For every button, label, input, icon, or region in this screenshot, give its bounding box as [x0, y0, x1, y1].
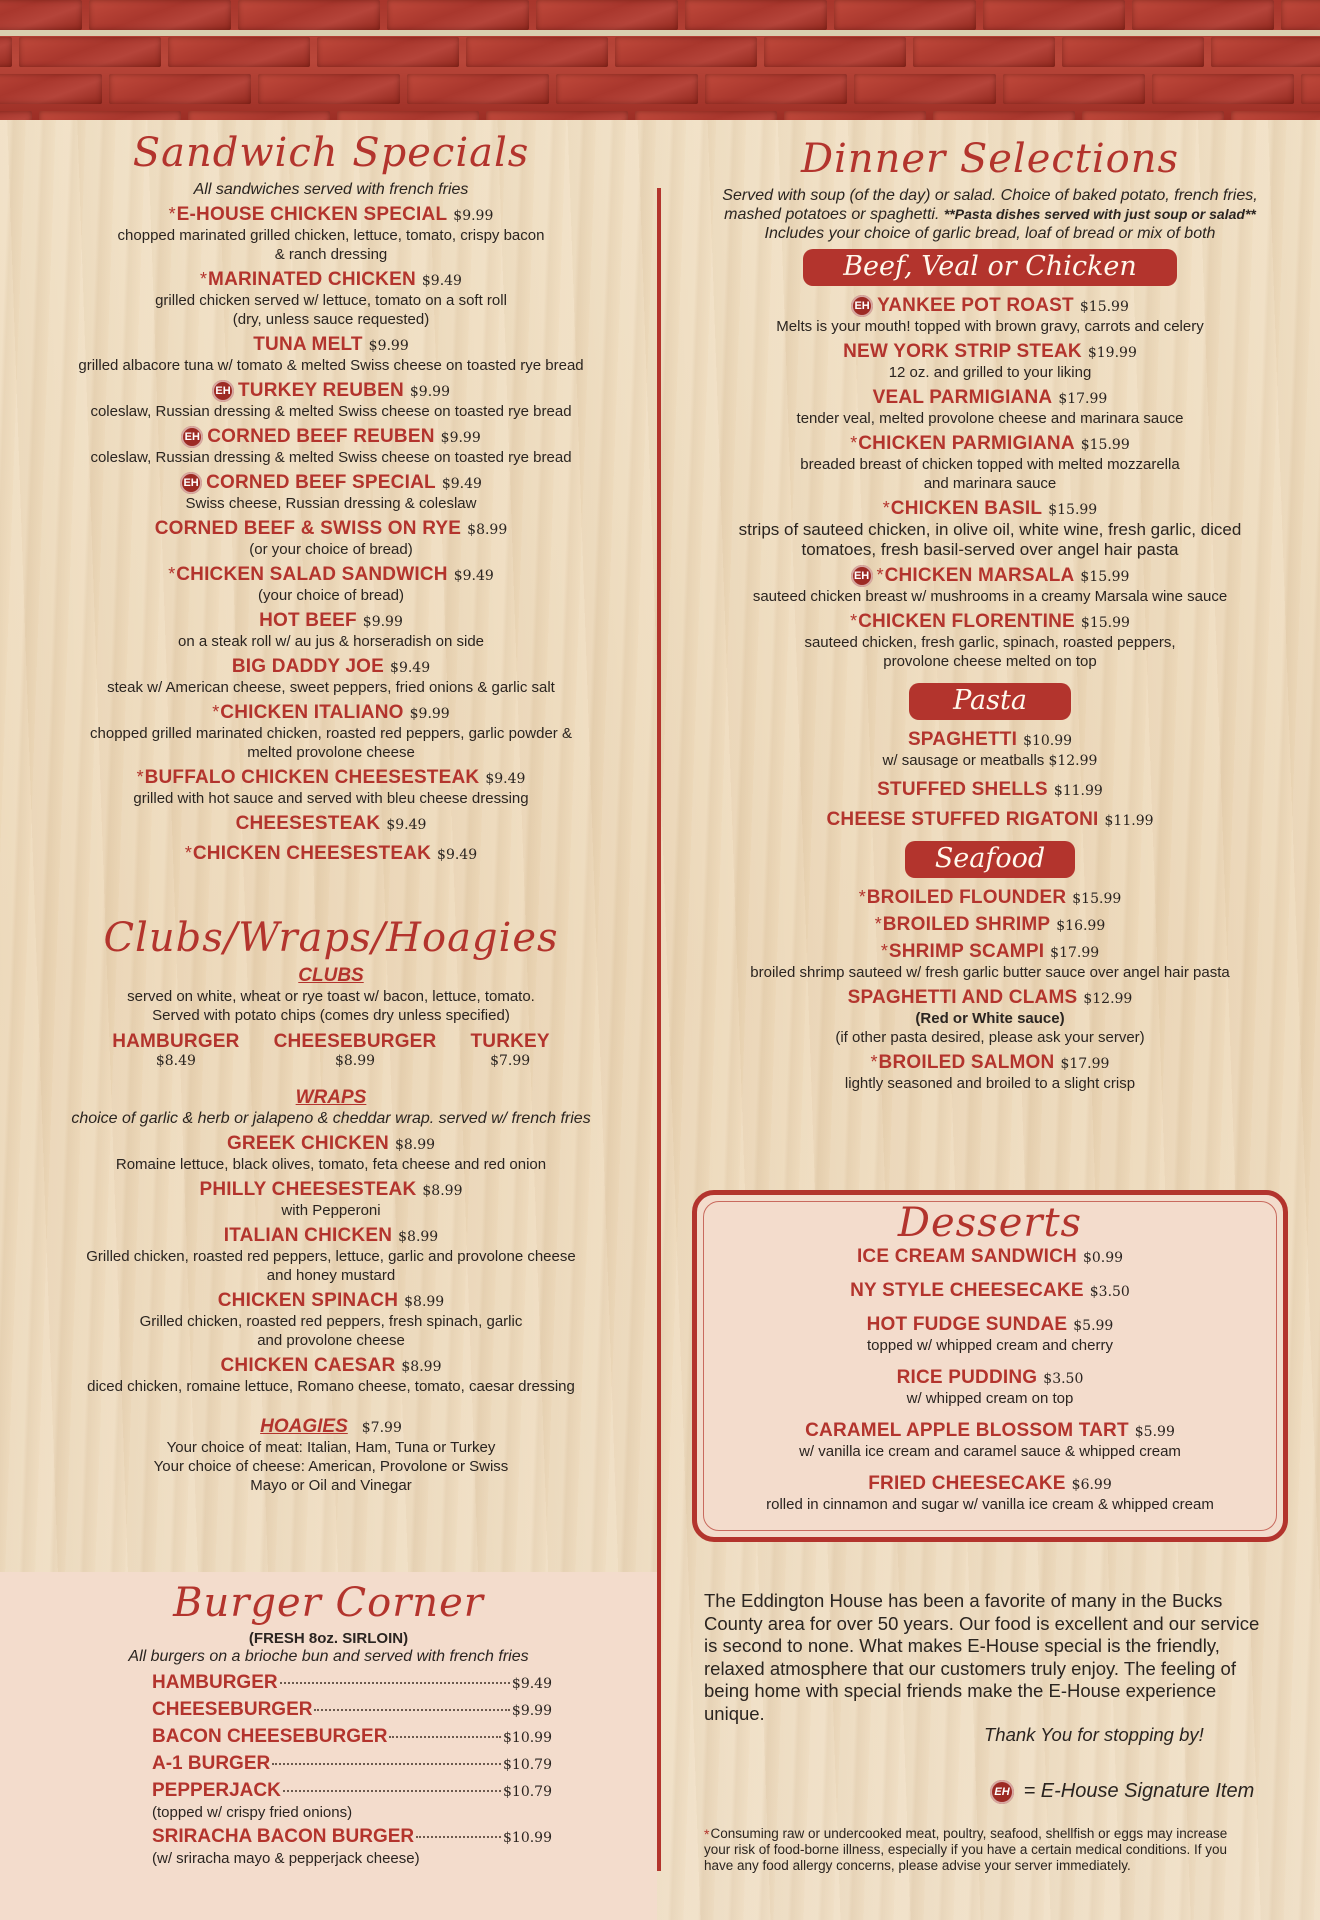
eh-signature-icon: EH	[990, 1780, 1014, 1804]
star-icon: *	[850, 433, 858, 453]
menu-item: CHEESESTEAK $9.49	[235, 813, 427, 834]
eh-signature-icon: EH	[181, 426, 203, 448]
star-icon: *	[870, 1052, 878, 1072]
menu-item: GREEK CHICKEN $8.99 Romaine lettuce, black olives, tomato, feta cheese and red onion	[115, 1133, 547, 1173]
club-items	[36, 1031, 626, 1069]
eh-signature-icon: EH	[851, 295, 873, 317]
star-icon: *	[850, 611, 858, 631]
pasta-heading: Pasta	[909, 683, 1071, 720]
star-icon: *	[876, 565, 884, 585]
menu-item: SPAGHETTI $10.99 w/ sausage or meatballs $12.99	[882, 729, 1098, 769]
thank-you-text: Thank You for stopping by!	[984, 1724, 1204, 1745]
burger-item: CHEESEBURGER $9.99	[152, 1699, 552, 1720]
menu-item: *BROILED FLOUNDER $15.99	[858, 887, 1122, 908]
menu-item: ICE CREAM SANDWICH $0.99	[856, 1246, 1124, 1267]
menu-item: BIG DADDY JOE $9.49 steak w/ American cheese, sweet peppers, fried onions & garlic salt	[107, 656, 555, 696]
menu-item: VEAL PARMIGIANA $17.99 tender veal, melted provolone cheese and marinara sauce	[796, 387, 1184, 427]
menu-item: *E-HOUSE CHICKEN SPECIAL $9.99 chopped marinated grilled chicken, lettuce, tomato, crispy bacon & ranch dressing	[117, 204, 545, 263]
menu-item: NY STYLE CHEESECAKE $3.50	[850, 1280, 1130, 1301]
star-icon: *	[168, 204, 176, 224]
clubs-wraps-hoagies-title: Clubs/Wraps/Hoagies	[103, 915, 559, 961]
menu-item: *CHICKEN ITALIANO $9.99 chopped grilled marinated chicken, roasted red peppers, garlic powder & melted provolone cheese	[90, 702, 572, 761]
menu-item: SPAGHETTI AND CLAMS $12.99 (Red or White sauce) (if other pasta desired, please ask your server)	[835, 987, 1145, 1046]
star-icon: *	[200, 269, 208, 289]
right-column: Dinner Selections Served with soup (of the day) or salad. Choice of baked potato, french fries, mashed potatoes or spaghetti. **Pasta dishes served with just soup or salad** Includes your choice of garlic bread, loaf of bread or mix of both Beef, Veal or Chicken EH YANKEE POT ROAST $15.99 Melts is your mouth! topped with brown gravy, carrots and celery NEW YORK STRIP STEAK $19.99 12 oz. and grilled to your liking VEAL PARMIGIANA $17.99 tender veal, melted provolone cheese and marinara sauce *CHICKEN PARMIGIANA $15.99 breaded breast of chicken topped with melted mozzarella and marinara sauce *CHICKEN BASIL $15.99 strips of sauteed chicken, in olive oil, white wine, fresh garlic, diced tomatoes, fresh basil-served over angel hair pasta EH *CHICKEN MARSALA $15.99 sauteed chicken breast w/ mushrooms in a creamy Marsala wine sauce *CHICKEN FLORENTINE $15.99 sauteed chicken, fresh garlic, spinach, roasted peppers, provolone cheese melted on top Pasta SPAGHETTI $10.99 w/ sausage or meatballs $12.99 STUFFED SHELLS $11.99 CHEESE STUFFED RIGATONI $11.99 Seafood *BROILED FLOUNDER $15.99 *BROILED SHRIMP $16.99 *SHRIMP SCAMPI $17.99 broiled shrimp sauteed w/ fresh garlic butter sauce over angel hair pasta SPAGHETTI AND CLAMS $12.99 (Red or White sauce) (if other pasta desired, please ask your server) *BROILED SALMON $17.99 lightly seasoned and broiled to a slight crisp	[690, 130, 1290, 1093]
menu-item: TUNA MELT $9.99 grilled albacore tuna w/ tomato & melted Swiss cheese on toasted rye bread	[78, 334, 584, 374]
clubs-heading: CLUBS	[298, 965, 364, 986]
eh-signature-icon: EH	[851, 565, 873, 587]
menu-item: *CHICKEN PARMIGIANA $15.99 breaded breast of chicken topped with melted mozzarella and marinara sauce	[800, 433, 1180, 492]
desserts-title: Desserts	[897, 1200, 1083, 1246]
menu-item: EH TURKEY REUBEN $9.99 coleslaw, Russian dressing & melted Swiss cheese on toasted rye bread	[90, 380, 572, 420]
star-icon: *	[874, 914, 882, 934]
burger-item: A-1 BURGER $10.79	[152, 1753, 552, 1774]
menu-item: CHICKEN SPINACH $8.99 Grilled chicken, roasted red peppers, fresh spinach, garlic and provolone cheese	[139, 1290, 523, 1349]
hoagies-section: HOAGIES $7.99 Your choice of meat: Italian, Ham, Tuna or Turkey Your choice of cheese: American, Provolone or Swiss Mayo or Oil and Vinegar	[153, 1416, 509, 1494]
club-item: TURKEY $7.99	[470, 1031, 550, 1069]
star-icon: *	[882, 498, 890, 518]
seafood-heading: Seafood	[905, 841, 1075, 878]
menu-item: FRIED CHEESECAKE $6.99 rolled in cinnamon and sugar w/ vanilla ice cream & whipped cream	[766, 1473, 1214, 1513]
menu-item: EH CORNED BEEF REUBEN $9.99 coleslaw, Russian dressing & melted Swiss cheese on toasted rye bread	[90, 426, 572, 466]
menu-item: *SHRIMP SCAMPI $17.99 broiled shrimp sauteed w/ fresh garlic butter sauce over angel hair pasta	[750, 941, 1230, 981]
menu-item: STUFFED SHELLS $11.99	[877, 779, 1103, 800]
menu-item: HOT FUDGE SUNDAE $5.99 topped w/ whipped cream and cherry	[866, 1314, 1114, 1354]
burger-item: SRIRACHA BACON BURGER $10.99	[152, 1826, 552, 1847]
dinner-selections-title: Dinner Selections	[800, 136, 1180, 182]
star-icon: *	[858, 887, 866, 907]
star-icon: *	[168, 564, 176, 584]
desserts	[692, 1200, 1288, 1514]
menu-item: PHILLY CHEESESTEAK $8.99 with Pepperoni	[199, 1179, 463, 1219]
menu-item: RICE PUDDING $3.50 w/ whipped cream on top	[896, 1367, 1084, 1407]
sandwich-note: All sandwiches served with french fries	[193, 181, 469, 198]
burger-item: PEPPERJACK $10.79	[152, 1780, 552, 1801]
about-text: The Eddington House has been a favorite of many in the Bucks County area for over 50 years. Our food is excellent and our service is second to none. What makes E-House special is the friendly, relaxed atmosphere that our customers truly enjoy. The feeling of being home with special friends make the E-House experience unique.	[704, 1590, 1260, 1724]
star-icon: *	[704, 1826, 710, 1842]
menu-item: CHICKEN CAESAR $8.99 diced chicken, romaine lettuce, Romano cheese, tomato, caesar dressing	[87, 1355, 575, 1395]
menu-item: *CHICKEN FLORENTINE $15.99 sauteed chicken, fresh garlic, spinach, roasted peppers, provolone cheese melted on top	[804, 611, 1176, 670]
menu-item: *CHICKEN SALAD SANDWICH $9.49 (your choice of bread)	[168, 564, 494, 604]
eh-signature-icon: EH	[180, 472, 202, 494]
burger-corner: Burger Corner (FRESH 8oz. SIRLOIN) All burgers on a brioche bun and served with french fries HAMBURGER $9.49 CHEESEBURGER $9.99 BACON CHEESEBURGER $10.99 A-1 BURGER $10.79 PEPPERJACK $10.79 (topped w/ crispy fried onions) SRIRACHA BACON BURGER $10.99 (w/ sriracha mayo & pepperjack cheese)	[0, 1580, 657, 1867]
star-icon: *	[880, 941, 888, 961]
wraps-note: choice of garlic & herb or jalapeno & cheddar wrap. served w/ french fries	[71, 1110, 591, 1127]
star-icon: *	[184, 843, 192, 863]
menu-item: EH *CHICKEN MARSALA $15.99 sauteed chicken breast w/ mushrooms in a creamy Marsala wine sauce	[752, 565, 1228, 605]
burger-corner-title: Burger Corner	[173, 1580, 484, 1626]
menu-item: NEW YORK STRIP STEAK $19.99 12 oz. and grilled to your liking	[843, 341, 1137, 381]
hoagies-heading: HOAGIES	[260, 1416, 348, 1437]
menu-item: EH YANKEE POT ROAST $15.99 Melts is your mouth! topped with brown gravy, carrots and celery	[776, 295, 1204, 335]
star-icon: *	[136, 767, 144, 787]
column-divider	[657, 188, 661, 1871]
brick-header	[0, 0, 1320, 120]
menu-item: HOT BEEF $9.99 on a steak roll w/ au jus & horseradish on side	[178, 610, 484, 650]
burger-item: HAMBURGER $9.49	[152, 1672, 552, 1693]
menu-item: *CHICKEN CHEESESTEAK $9.49	[184, 843, 478, 864]
menu-item: CHEESE STUFFED RIGATONI $11.99	[826, 809, 1154, 830]
menu-item: CARAMEL APPLE BLOSSOM TART $5.99 w/ vanilla ice cream and caramel sauce & whipped cream	[799, 1420, 1181, 1460]
sandwich-specials-title: Sandwich Specials	[132, 130, 530, 176]
menu-item: *MARINATED CHICKEN $9.49 grilled chicken served w/ lettuce, tomato on a soft roll (dry, unless sauce requested)	[155, 269, 507, 328]
signature-legend: EH = E-House Signature Item	[990, 1780, 1254, 1804]
menu-item: *BROILED SHRIMP $16.99	[874, 914, 1106, 935]
menu-item: *BUFFALO CHICKEN CHEESESTEAK $9.49 grilled with hot sauce and served with bleu cheese dressing	[133, 767, 529, 807]
club-item: CHEESEBURGER $8.99	[273, 1031, 437, 1069]
menu-item: EH CORNED BEEF SPECIAL $9.49 Swiss cheese, Russian dressing & coleslaw	[36, 472, 626, 513]
menu-item: *BROILED SALMON $17.99 lightly seasoned and broiled to a slight crisp	[844, 1052, 1136, 1092]
left-column: Sandwich Specials All sandwiches served with french fries *E-HOUSE CHICKEN SPECIAL $9.99 chopped marinated grilled chicken, lettuce, tomato, crispy bacon & ranch dressing *MARINATED CHICKEN $9.49 grilled chicken served w/ lettuce, tomato on a soft roll (dry, unless sauce requested) TUNA MELT $9.99 grilled albacore tuna w/ tomato & melted Swiss cheese on toasted rye bread EH TURKEY REUBEN $9.99 coleslaw, Russian dressing & melted Swiss cheese on toasted rye bread EH CORNED BEEF REUBEN $9.99 coleslaw, Russian dressing & melted Swiss cheese on toasted rye bread EH CORNED BEEF SPECIAL $9.49 Swiss cheese, Russian dressing & coleslaw CORNED BEEF & SWISS ON RYE $8.99 (or your choice of bread) *CHICKEN SALAD SANDWICH $9.49 (your choice of bread) HOT BEEF $9.99 on a steak roll w/ au jus & horseradish on side BIG DADDY JOE $9.49 steak w/ American cheese, sweet peppers, fried onions & garlic salt *CHICKEN ITALIANO $9.99 chopped grilled marinated chicken, roasted red peppers, garlic powder & melted provolone cheese *BUFFALO CHICKEN CHEESESTEAK $9.49 grilled with hot sauce and served with bleu cheese dressing CHEESESTEAK $9.49 *CHICKEN CHEESESTEAK $9.49 Clubs/Wraps/Hoagies CLUBS served on white, wheat or rye toast w/ bacon, lettuce, tomato. Served with potato chips (comes dry unless specified) HAMBURGER $8.49 CHEESEBURGER $8.99 TURKEY $7.99 WRAPS choice of garlic & herb or jalapeno & cheddar wrap. served w/ french fries GREEK CHICKEN $8.99 Romaine lettuce, black olives, tomato, feta cheese and red onion PHILLY CHEESESTEAK $8.99 with Pepperoni ITALIAN CHICKEN $8.99 Grilled chicken, roasted red peppers, lettuce, garlic and provolone cheese and honey mustard CHICKEN SPINACH $8.99 Grilled chicken, roasted red peppers, fresh spinach, garlic and provolone cheese CHICKEN CAESAR $8.99 diced chicken, romaine lettuce, Romano cheese, tomato, caesar dressing HOAGIES $7.99 Your choice of meat: Italian, Ham, Tuna or Turkey Your choice of cheese: American, Provolone or Swiss Mayo or Oil and Vinegar	[36, 130, 626, 1495]
burger-item: BACON CHEESEBURGER $10.99	[152, 1726, 552, 1747]
burger-list: HAMBURGER $9.49 CHEESEBURGER $9.99 BACON CHEESEBURGER $10.99 A-1 BURGER $10.79 PEPPERJACK $10.79 (topped w/ crispy fried onions) SRIRACHA BACON BURGER $10.99 (w/ sriracha mayo & pepperjack cheese)	[152, 1672, 552, 1867]
menu-item: ITALIAN CHICKEN $8.99 Grilled chicken, roasted red peppers, lettuce, garlic and provolone cheese and honey mustard	[86, 1225, 576, 1284]
eh-signature-icon: EH	[212, 380, 234, 402]
consumer-warning: *Consuming raw or undercooked meat, poultry, seafood, shellfish or eggs may increase your risk of food-borne illness, especially if you have a certain medical conditions. If you have any food allergy concerns, please advise your server immediately.	[704, 1826, 1228, 1873]
wraps-heading: WRAPS	[295, 1087, 367, 1108]
star-icon: *	[212, 702, 220, 722]
club-item: HAMBURGER $8.49	[112, 1031, 240, 1069]
menu-item: *CHICKEN BASIL $15.99 strips of sauteed chicken, in olive oil, white wine, fresh garlic, diced tomatoes, fresh basil-served over angel hair pasta	[738, 498, 1242, 559]
beef-veal-chicken-heading: Beef, Veal or Chicken	[803, 249, 1177, 286]
menu-item: CORNED BEEF & SWISS ON RYE $8.99 (or your choice of bread)	[154, 518, 508, 558]
